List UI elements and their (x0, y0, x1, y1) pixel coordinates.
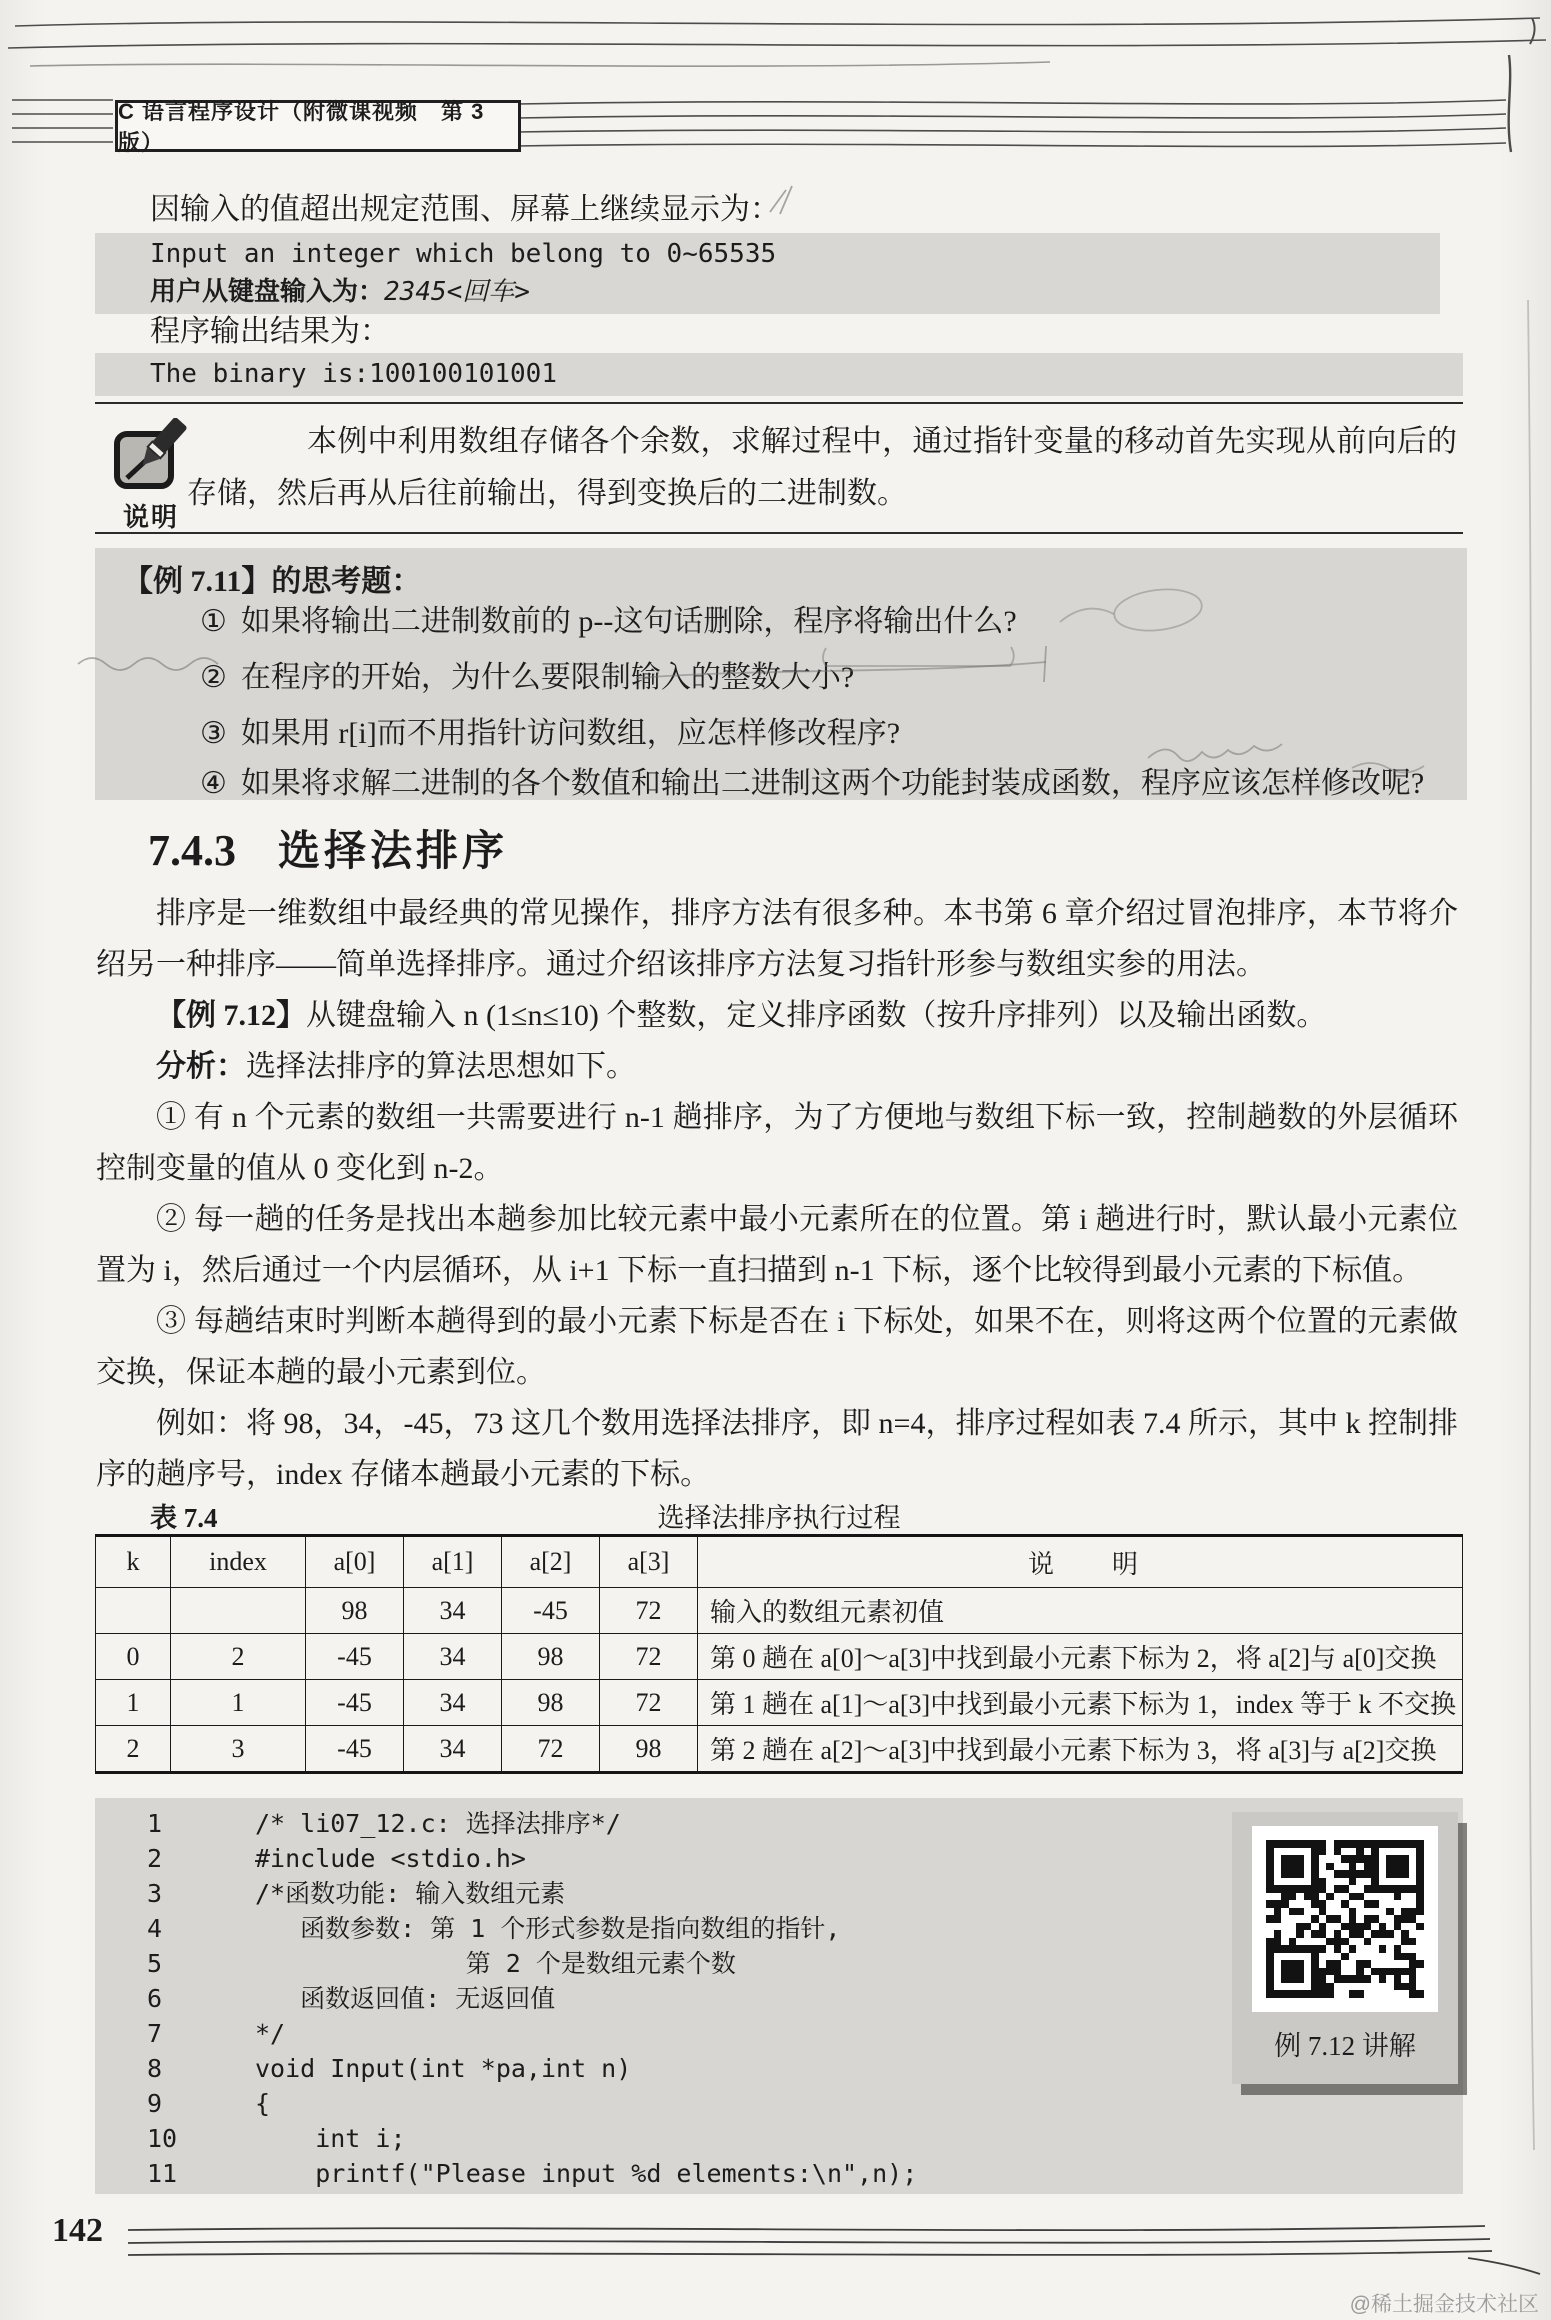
section-heading (148, 818, 508, 878)
code-line (95, 2086, 1463, 2121)
exercise-panel (95, 548, 1467, 800)
exercise-item-text: 如果将求解二进制的各个数值和输出二进制这两个功能封装成函数，程序应该怎样修改呢? (240, 767, 1425, 800)
table-cell: -45 (306, 1726, 404, 1773)
table-cell (96, 1588, 171, 1634)
table-cell: 34 (404, 1726, 502, 1773)
analysis-text: 选择法排序的算法思想如下。 (246, 1050, 636, 1083)
note-icon-label: 说明 (122, 502, 179, 532)
table-cell: 72 (600, 1680, 698, 1726)
example-label: 【例 7.12】 (156, 999, 306, 1032)
exercise-item-number: ① (200, 604, 227, 639)
table-header-cell: a[0] (306, 1536, 404, 1588)
paragraph-p1: 排序是一维数组中最经典的常见操作，排序方法有很多种。本书第 6 章介绍过冒泡排序，本节将介绍另一种排序——简单选择排序。通过介绍该排序方法复习指针形参与数组实参的用法。 (96, 897, 1458, 981)
console-line: Input an integer which belong to 0~65535 (150, 239, 777, 269)
note-icon (103, 418, 199, 534)
paragraph-step3: ③ 每趟结束时判断本趟得到的最小元素下标是否在 i 下标处，如果不在，则将这两个位置的元素做交换，保证本趟的最小元素到位。 (96, 1305, 1458, 1389)
analysis-label: 分析： (156, 1050, 246, 1083)
note-text: 本例中利用数组存储各个余数，求解过程中，通过指针变量的移动首先实现从前向后的存储，然后再从后往前输出，得到变换后的二进制数。 (187, 425, 1457, 510)
note-pencil-icon (109, 418, 193, 492)
code-line-text: */ (255, 2019, 286, 2048)
code-line-number: 10 (147, 2124, 178, 2153)
sort-table (95, 1534, 1463, 1774)
note-block (95, 402, 1463, 534)
table-cell: 第 0 趟在 a[0]～a[3]中找到最小元素下标为 2，将 a[2]与 a[0]交换 (698, 1634, 1463, 1680)
code-line-text: printf("Please input %d elements:\n",n); (255, 2159, 918, 2188)
code-line-number: 2 (147, 1844, 163, 1873)
code-line-number: 9 (147, 2089, 163, 2118)
code-line-text: 第 2 个是数组元素个数 (255, 1949, 736, 1978)
exercise-title: 【例 7.11】的思考题： (123, 565, 422, 598)
table-caption-label: 表 7.4 (150, 1503, 218, 1533)
table-header-cell: a[3] (600, 1536, 698, 1588)
code-line-number: 4 (147, 1914, 163, 1943)
table-header-row (96, 1536, 1463, 1588)
table-cell: 0 (96, 1634, 171, 1680)
code-line-number: 5 (147, 1949, 163, 1978)
code-line-text: { (255, 2089, 271, 2118)
table-header-cell: a[2] (502, 1536, 600, 1588)
table-cell: 第 2 趟在 a[2]～a[3]中找到最小元素下标为 3，将 a[3]与 a[2]交换 (698, 1726, 1463, 1773)
exercise-item-text: 在程序的开始，为什么要限制输入的整数大小? (240, 661, 855, 694)
header-box (115, 99, 521, 155)
console-line: The binary is:100100101001 (150, 359, 557, 389)
analysis-paragraph (96, 1041, 1458, 1092)
code-line-text: 函数参数: 第 1 个形式参数是指向数组的指针, (255, 1914, 841, 1943)
exercise-item (200, 708, 900, 752)
exercise-item (200, 652, 854, 696)
code-line-text: int i; (255, 2124, 406, 2153)
code-line-text: /*函数功能: 输入数组元素 (255, 1879, 566, 1908)
header-title: C 语言程序设计（附微课视频 第 3 版） (118, 99, 485, 155)
table-cell: 34 (404, 1634, 502, 1680)
table-cell: 72 (600, 1588, 698, 1634)
code-line-number: 7 (147, 2019, 163, 2048)
exercise-item-number: ② (200, 660, 227, 695)
table-header-cell: 说 明 (698, 1536, 1463, 1588)
console-output-2 (95, 353, 1463, 396)
section-title: 选择法排序 (278, 829, 509, 875)
code-line-number: 1 (147, 1809, 163, 1838)
qr-caption: 例 7.12 讲解 (1274, 2031, 1416, 2061)
qr-card (1252, 1826, 1438, 2012)
table-cell: -45 (306, 1680, 404, 1726)
table-cell: -45 (306, 1634, 404, 1680)
code-line-text: #include <stdio.h> (255, 1844, 526, 1873)
body-paragraphs (96, 888, 1458, 1500)
table-cell: 72 (600, 1634, 698, 1680)
table-row (96, 1680, 1463, 1726)
paragraph-example: 例如：将 98，34，-45，73 这几个数用选择法排序，即 n=4，排序过程如表 7.4 所示，其中 k 控制排序的趟序号，index 存储本趟最小元素的下标。 (96, 1407, 1458, 1491)
table-row (96, 1634, 1463, 1680)
code-line-number: 8 (147, 2054, 163, 2083)
table-cell: 98 (502, 1680, 600, 1726)
example-paragraph (96, 990, 1458, 1041)
exercise-item-text: 如果用 r[i]而不用指针访问数组，应怎样修改程序? (240, 717, 901, 750)
qr-code (1266, 1840, 1424, 1998)
table-header-cell: a[1] (404, 1536, 502, 1588)
code-line-number: 11 (147, 2159, 178, 2188)
table-cell: 34 (404, 1588, 502, 1634)
code-line-number: 6 (147, 1984, 163, 2013)
page-number: 142 (52, 2212, 103, 2249)
example-text: 从键盘输入 n (1≤n≤10) 个整数，定义排序函数（按升序排列）以及输出函数。 (306, 999, 1327, 1032)
table-cell: 1 (171, 1680, 306, 1726)
table-cell: 98 (306, 1588, 404, 1634)
exercise-item-number: ④ (200, 766, 227, 801)
table-cell (171, 1588, 306, 1634)
code-line (95, 2156, 1463, 2191)
table-header-cell: k (96, 1536, 171, 1588)
result-prompt-line: 程序输出结果为： (150, 315, 390, 348)
table-cell: 2 (96, 1726, 171, 1773)
exercise-item-number: ③ (200, 716, 227, 751)
table-cell: 第 1 趟在 a[1]～a[3]中找到最小元素下标为 1，index 等于 k 不交换 (698, 1680, 1463, 1726)
table-caption (95, 1496, 1463, 1535)
code-line-text: /* li07_12.c: 选择法排序*/ (255, 1809, 621, 1838)
code-line (95, 2121, 1463, 2156)
table-cell: 3 (171, 1726, 306, 1773)
paragraph-step1: ① 有 n 个元素的数组一共需要进行 n-1 趟排序，为了方便地与数组下标一致，控制趟数的外层循环控制变量的值从 0 变化到 n-2。 (96, 1101, 1458, 1185)
intro-prompt-line: 因输入的值超出规定范围、屏幕上继续显示为： (150, 193, 780, 226)
table-cell: 98 (502, 1634, 600, 1680)
table-cell: 输入的数组元素初值 (698, 1588, 1463, 1634)
table-row (96, 1726, 1463, 1773)
table-row (96, 1588, 1463, 1634)
table-header-cell: index (171, 1536, 306, 1588)
console-input-value: 2345<回车> (384, 277, 530, 307)
table-cell: 2 (171, 1634, 306, 1680)
section-number: 7.4.3 (148, 826, 236, 875)
table-cell: 72 (502, 1726, 600, 1773)
console-input-label: 用户从键盘输入为： (150, 277, 385, 306)
code-line-text: 函数返回值: 无返回值 (255, 1984, 556, 2013)
code-line-number: 3 (147, 1879, 163, 1908)
code-line-text: void Input(int *pa,int n) (255, 2054, 632, 2083)
watermark: @稀土掘金技术社区 (1349, 2293, 1539, 2316)
table-cell: 34 (404, 1680, 502, 1726)
qr-panel (1232, 1812, 1458, 2084)
exercise-item (200, 758, 1424, 802)
table-cell: -45 (502, 1588, 600, 1634)
table-cell: 1 (96, 1680, 171, 1726)
table-caption-title: 选择法排序执行过程 (657, 1503, 901, 1533)
paragraph-step2: ② 每一趟的任务是找出本趟参加比较元素中最小元素所在的位置。第 i 趟进行时，默认最小元素位置为 i，然后通过一个内层循环，从 i+1 下标一直扫描到 n-1 下标，逐个比较得到最小元素的下标值。 (96, 1203, 1458, 1287)
table-cell: 98 (600, 1726, 698, 1773)
exercise-item (200, 596, 1017, 640)
console-output-1 (95, 233, 1440, 314)
console-line (150, 273, 1440, 311)
exercise-item-text: 如果将输出二进制数前的 p--这句话删除，程序将输出什么? (240, 605, 1017, 638)
